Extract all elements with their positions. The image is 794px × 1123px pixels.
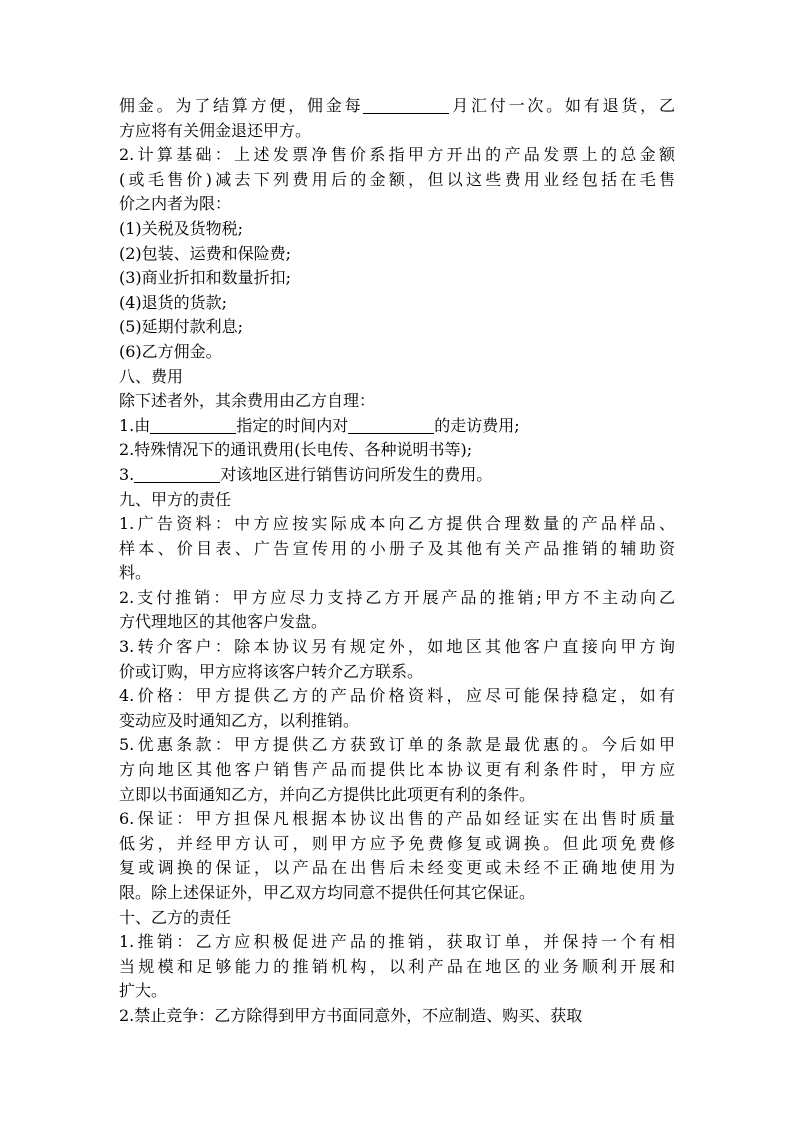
paragraph [119,291,675,316]
text-line: 方代理地区的其他客户发盘。 [119,612,328,632]
text-line: 3.转介客户：除本协议另有规定外，如地区其他客户直接向甲方询 [119,637,675,657]
text-line: (3)商业折扣和数量折扣; [119,268,292,288]
text-line: 1.推销：乙方应积极促进产品的推销，获取订单，并保持一个有相 [119,932,675,952]
paragraph [119,340,675,365]
fill-in-blank [348,416,434,434]
text-line: 2.支付推销：甲方应尽力支持乙方开展产品的推销;甲方不主动向乙 [119,587,675,607]
paragraph [119,266,675,291]
text-line: 当规模和足够能力的推销机构，以利产品在地区的业务顺利开展和 [119,956,675,976]
section-heading [119,906,675,931]
text-line: (或毛售价)减去下列费用后的金额，但以这些费用业经包括在毛售 [119,169,675,189]
text-line: 4.价格：甲方提供乙方的产品价格资料，应尽可能保持稳定，如有 [119,686,675,706]
text-line: 1.广告资料：中方应按实际成本向乙方提供合理数量的产品样品、 [119,514,675,534]
paragraph [119,684,675,733]
paragraph [119,512,675,586]
paragraph [119,635,675,684]
section-heading [119,488,675,513]
text-line: (5)延期付款利息; [119,317,244,337]
paragraph [119,463,675,488]
text-line: 立即以书面通知乙方，并向乙方提供比此项更有利的条件。 [119,784,536,804]
text-line: 低劣，并经甲方认可，则甲方应予免费修复或调换。但此项免费修 [119,833,675,853]
paragraph [119,217,675,242]
text-line: 复或调换的保证，以产品在出售后未经变更或未经不正确地使用为 [119,858,675,878]
text-line: (6)乙方佣金。 [119,341,222,361]
paragraph [119,389,675,414]
paragraph [119,733,675,807]
text-line: 方向地区其他客户销售产品而提供比本协议更有利条件时，甲方应 [119,760,675,780]
text-line: 价之内者为限： [119,194,232,214]
text-line: 十、乙方的责任 [119,907,232,927]
text-line: 变动应及时通知乙方，以利推销。 [119,710,360,730]
text-line: 6.保证：甲方担保凡根据本协议出售的产品如经证实在出售时质量 [119,809,675,829]
text-line: 3. 对该地区进行销售访问所发生的费用。 [119,464,493,484]
document-body [119,94,675,1029]
text-line: (1)关税及货物税; [119,218,244,238]
text-line: 除下述者外，其余费用由乙方自理： [119,391,376,411]
text-line: 2.计算基础：上述发票净售价系指甲方开出的产品发票上的总金额 [119,145,675,165]
text-line: (2)包装、运费和保险费; [119,243,292,263]
text-line: 料。 [119,563,152,583]
text-line: 1.由 指定的时间内对 的走访费用; [119,415,520,435]
text-line: 八、费用 [119,366,184,386]
paragraph [119,143,675,217]
text-line: 2.特殊情况下的通讯费用(长电传、各种说明书等); [119,440,473,460]
fill-in-blank [150,416,236,434]
fill-in-blank [363,96,449,114]
paragraph [119,94,675,143]
text-line: 价或订购，甲方应将该客户转介乙方联系。 [119,661,424,681]
text-line: 样本、价目表、广告宣传用的小册子及其他有关产品推销的辅助资 [119,538,675,558]
text-line: 5.优惠条款：甲方提供乙方获致订单的条款是最优惠的。今后如甲 [119,735,675,755]
text-line: 限。除上述保证外，甲乙双方均同意不提供任何其它保证。 [119,883,536,902]
text-line: (4)退货的货款; [119,292,228,312]
paragraph [119,242,675,267]
text-line: 扩大。 [119,981,168,1001]
paragraph [119,586,675,635]
paragraph [119,414,675,439]
paragraph [119,930,675,1004]
text-line: 2.禁止竞争：乙方除得到甲方书面同意外，不应制造、购买、获取 [119,1005,583,1025]
paragraph [119,807,675,905]
text-line: 方应将有关佣金退还甲方。 [119,120,312,140]
paragraph [119,438,675,463]
section-heading [119,365,675,390]
text-line: 九、甲方的责任 [119,489,232,509]
fill-in-blank [134,465,220,483]
paragraph [119,315,675,340]
text-line: 佣金。为了结算方便，佣金每 月汇付一次。如有退货，乙 [119,96,675,115]
paragraph [119,1004,675,1029]
